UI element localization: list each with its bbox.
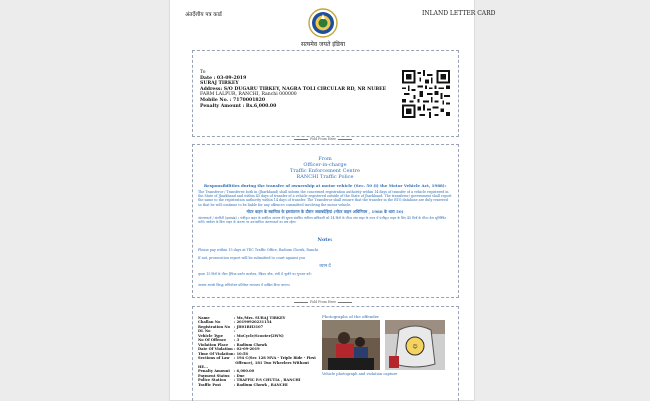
challan-row: Police Station : TRAFFIC P.S CHUTIA , RANCHI <box>198 378 301 383</box>
brand-caption: सत्यमेव जयते इंडिया <box>300 41 346 48</box>
challan-row: Challan No : 20190920231154 <box>198 320 272 325</box>
challan-row: Offence), 181 Two Wheelers Without HE... <box>198 360 310 369</box>
qr-code-icon <box>402 70 450 118</box>
challan-row: Vehicle Type : MoCycle/Scooter(2WN) <box>198 333 284 338</box>
note-item: Please pay within 15 days at TEC Traffic Office, Radium Chowk, Ranchi <box>198 248 319 252</box>
challan-row: Time Of Violation: 10:58 <box>198 351 248 356</box>
challan-row: Payment Status : Due <box>198 373 245 378</box>
header-right-label: INLAND LETTER CARD <box>422 10 496 17</box>
challan-row: Violation Place : Radium Chowk <box>198 342 267 347</box>
to-label: To <box>200 70 206 75</box>
fold-line-label: Fold From Here <box>288 137 358 141</box>
emblem-icon <box>308 8 338 38</box>
recipient-name: SURAJ TIRKEY <box>200 81 239 87</box>
challan-row: No Of Offence : 3 <box>198 338 240 343</box>
challan-row: Sections of Law : 194 C(Sec 128 MVA - Triple Ride - First <box>198 356 316 361</box>
officer-label: Officer-in-charge <box>303 162 347 168</box>
police-label: RANCHI Traffic Police <box>296 174 354 180</box>
challan-row: Date Of Violation: 02-09-2019 <box>198 347 260 352</box>
vehicle-photo-caption: Vehicle photograph and violation capture <box>322 372 398 376</box>
challan-row: Name : Mr./Mrs. SURAJ TIRKEY <box>198 316 286 320</box>
challan-row: Registration No : JH01BH3107 <box>198 324 264 329</box>
responsibility-heading-hi: मोटर वाहन के स्वामित्व के हस्तांतरण के दौरान जवाबदेहियां (मोटर वाहन अधिनियम , 1988 के धारा 50) <box>246 209 404 214</box>
note-item-hi: कृपया 15 दिनों के भीतर ट्रैफिक प्रवर्तन कार्यालय, रेडियम चौक, रांची में जुर्माने का भुगतान करें। <box>198 272 312 276</box>
inland-letter-card <box>170 0 496 400</box>
header-left-label: अंतर्देशीय पत्र कार्ड <box>185 12 222 18</box>
challan-details <box>198 316 316 387</box>
photo-caption: Photographs of the offender <box>322 314 380 319</box>
svg-text:☺: ☺ <box>412 344 418 350</box>
note-item: If not, prosecution report will be submitted to court against you <box>198 256 306 260</box>
mobile-line: Mobile No. : 7170001820 <box>200 97 266 103</box>
responsibility-heading-en: Responsibilities during the transfer of ownership at motor vehicle (Sec. 50 (i) the Motor Vehicle Act, 1988): <box>203 183 447 188</box>
note-item-hi: अन्यथा आपके विरुद्ध अभियोजन प्रतिवेदन न्यायालय में दाखिल किया जाएगा। <box>198 283 290 287</box>
penalty-line: Penalty Amount : Rs.6,000.00 <box>200 103 277 109</box>
from-label: From <box>318 156 332 162</box>
date-line: Date : 03-09-2019 <box>200 75 247 81</box>
recipient-address <box>200 70 390 109</box>
vehicle-photo <box>385 320 445 370</box>
fold-line-label: Fold From Here <box>288 300 358 304</box>
responsibility-paragraph-en: The Transferor / Transferee both in (Jharkhand) shall inform the concerned registration authority within 14 days of transfer of a vehicle registered in the State of Jharkhand and within 45 days of transfer of a vehicle registered outside of the State of Jharkhand. The transferor/ government shall report the same to the registration authority within 14 days of transfer. The Transferor shall ensure that the transfer in the RTO database are duly renewed so that he will continue to be liable for any offences committed involving the motor vehicle. <box>198 190 452 207</box>
challan-row: Traffic Post : Radium Chowk , RANCHI <box>198 382 288 387</box>
note-heading: Note: <box>317 237 333 243</box>
address-line-1: Address: S/O DUGARU TIRKEY, NAGRA TOLI CIRCULAR RD, NR NUBEE <box>200 86 387 92</box>
offender-photo <box>322 320 380 370</box>
address-line-2: FARM LALPUR, RANCHI, Ranchi 000000 <box>200 92 297 98</box>
challan-row: DL No : <box>198 329 236 334</box>
centre-label: Traffic Enforcement Centre <box>289 168 360 174</box>
responsibility-paragraph-hi: अंतरणकर्ता / अंतरिती (झारखंड) । पंजीकृत वाहन के स्वामित्व अंतरण की सूचना संबंधित पंजीयन प्राधिकारी को 14 दिनों के भीतर तथा बाहर के राज्य में पंजीकृत वाहन के लिए 45 दिनों के भीतर देना सुनिश्चित करेंगे। आवेदन के बिना वाहन के अंतरण पर उत्तरदायित्व अंतरणकर्ता का बना रहेगा। <box>198 216 447 225</box>
from-block <box>200 156 450 180</box>
note-heading-hi: ध्यान दें <box>319 264 331 269</box>
challan-row: Penalty Amount : 6,000.00 <box>198 369 255 374</box>
